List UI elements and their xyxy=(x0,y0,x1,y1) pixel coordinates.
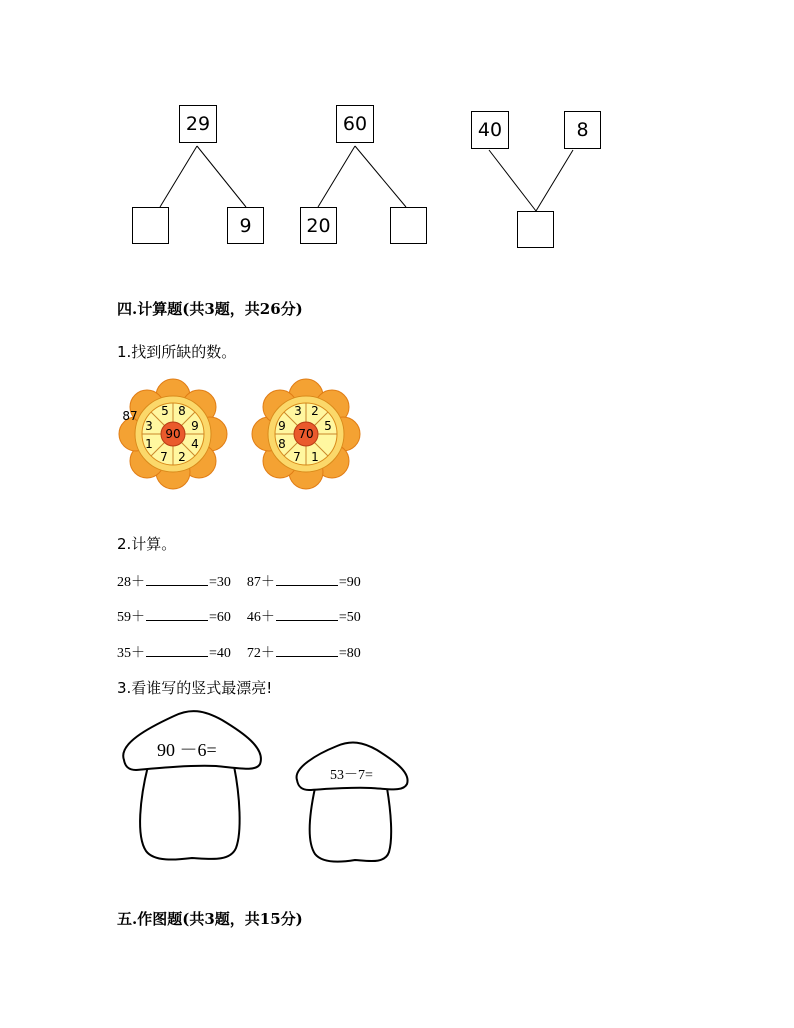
mushroom-2 xyxy=(293,740,411,866)
tree1-top-box: 29 xyxy=(179,105,217,143)
mushroom1-expression: 90 －6= xyxy=(157,740,217,760)
equation-row xyxy=(117,571,361,591)
eq-left-a: 28＋ xyxy=(117,575,145,590)
question-3: 3.看谁写的竖式最漂亮! xyxy=(117,679,273,697)
flower2-center: 70 xyxy=(298,427,314,441)
eq-left-r: =40 xyxy=(209,646,231,661)
flower1-petal: 4 xyxy=(191,437,199,451)
flower2-petal: 7 xyxy=(293,450,301,464)
eq-right-b: 87＋ xyxy=(246,575,275,590)
tree2-left-box: 20 xyxy=(300,207,337,244)
flower1-center: 90 xyxy=(165,427,181,441)
eq-left-a: 59＋ xyxy=(117,610,145,625)
flower2-petal: 1 xyxy=(311,450,319,464)
flower-1 xyxy=(115,375,231,493)
eq-right-s: =80 xyxy=(338,646,361,661)
flower1-petal: 9 xyxy=(191,419,199,433)
tree3-left-top-box: 40 xyxy=(471,111,509,149)
equation-row xyxy=(117,606,361,626)
question-1: 1.找到所缺的数。 xyxy=(117,343,237,361)
flower1-petal: 8 xyxy=(178,404,186,418)
section4-heading: 四.计算题(共3题，共26分) xyxy=(117,300,303,318)
flower-2 xyxy=(248,375,364,493)
flower1-outer: 87 xyxy=(122,409,138,423)
flower1-petal: 7 xyxy=(160,450,168,464)
flower2-petal: 3 xyxy=(294,404,302,418)
mushroom-1 xyxy=(118,708,266,866)
answer-blank[interactable] xyxy=(146,642,208,657)
tree1-right-box: 9 xyxy=(227,207,264,244)
flower2-petal: 8 xyxy=(278,437,286,451)
section5-heading: 五.作图题(共3题，共15分) xyxy=(117,910,303,928)
eq-right-s: =90 xyxy=(338,575,361,590)
tree3-bottom-box[interactable] xyxy=(517,211,554,248)
flower1-petal: 5 xyxy=(161,404,169,418)
eq-right-s: =50 xyxy=(338,610,361,625)
tree2-top-box: 60 xyxy=(336,105,374,143)
flower1-petal: 2 xyxy=(178,450,186,464)
tree2-right-box[interactable] xyxy=(390,207,427,244)
flower2-petal: 9 xyxy=(278,419,286,433)
answer-blank[interactable] xyxy=(276,642,338,657)
flower2-petal: 2 xyxy=(311,404,319,418)
eq-right-b: 72＋ xyxy=(246,646,275,661)
tree1-left-box[interactable] xyxy=(132,207,169,244)
flower1-petal: 1 xyxy=(145,437,153,451)
flower1-petal: 3 xyxy=(145,419,153,433)
equation-row xyxy=(117,642,361,662)
question-2: 2.计算。 xyxy=(117,535,177,553)
answer-blank[interactable] xyxy=(276,606,338,621)
eq-left-a: 35＋ xyxy=(117,646,145,661)
eq-right-b: 46＋ xyxy=(246,610,275,625)
eq-left-r: =30 xyxy=(209,575,231,590)
answer-blank[interactable] xyxy=(146,606,208,621)
mushroom2-expression: 53－7= xyxy=(330,768,373,783)
flower2-petal: 5 xyxy=(324,419,332,433)
eq-left-r: =60 xyxy=(209,610,231,625)
answer-blank[interactable] xyxy=(146,571,208,586)
tree3-right-top-box: 8 xyxy=(564,111,601,149)
answer-blank[interactable] xyxy=(276,571,338,586)
